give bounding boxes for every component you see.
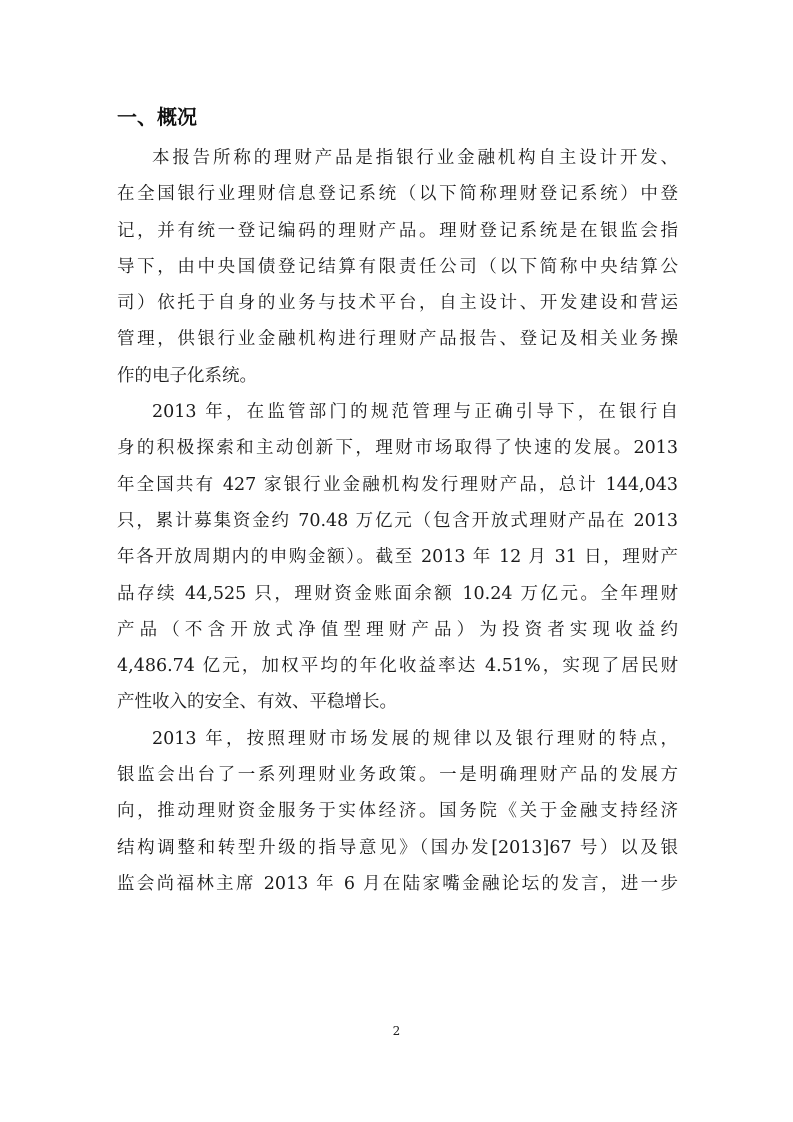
text-line: 管理，供银行业金融机构进行理财产品报告、登记及相关业务操 [117,329,678,350]
text-line: 司）依托于自身的业务与技术平台，自主设计、开发建设和营运 [117,293,678,314]
text-line: 只，累计募集资金约 70.48 万亿元（包含开放式理财产品在 2013 [117,510,678,531]
text-line: 监会尚福林主席 2013 年 6 月在陆家嘴金融论坛的发言，进一步 [117,873,678,894]
text-line: 品存续 44,525 只，理财资金账面余额 10.24 万亿元。全年理财 [117,583,678,604]
text-line: 2013 年，在监管部门的规范管理与正确引导下，在银行自 [152,402,678,423]
text-line: 年各开放周期内的申购金额）。截至 2013 年 12 月 31 日，理财产 [117,547,678,568]
text-line: 产品（不含开放式净值型理财产品）为投资者实现收益约 [117,619,678,640]
text-line: 身的积极探索和主动创新下，理财市场取得了快速的发展。2013 [117,438,678,459]
text-line: 产性收入的安全、有效、平稳增长。 [117,692,397,713]
paragraph [117,394,678,721]
text-line: 2013 年，按照理财市场发展的规律以及银行理财的特点， [152,728,678,749]
text-line: 作的电子化系统。 [117,365,257,386]
text-line: 年全国共有 427 家银行业金融机构发行理财产品，总计 144,043 [117,474,678,495]
text-line: 4,486.74 亿元，加权平均的年化收益率达 4.51%，实现了居民财 [117,656,678,677]
paragraph [117,721,678,902]
text-line: 结构调整和转型升级的指导意见》（国办发[2013]67 号）以及银 [117,837,678,858]
text-line: 银监会出台了一系列理财业务政策。一是明确理财产品的发展方 [117,765,678,786]
body-text [117,140,678,902]
paragraph [117,140,678,394]
text-line: 本报告所称的理财产品是指银行业金融机构自主设计开发、 [152,148,678,168]
page-number: 2 [392,1024,401,1038]
text-line: 导下，由中央国债登记结算有限责任公司（以下简称中央结算公 [117,256,678,277]
text-line: 向，推动理财资金服务于实体经济。国务院《关于金融支持经济 [117,801,678,822]
text-line: 在全国银行业理财信息登记系统（以下简称理财登记系统）中登 [117,184,678,205]
section-heading: 一、概况 [117,105,197,129]
text-line: 记，并有统一登记编码的理财产品。理财登记系统是在银监会指 [117,220,678,241]
